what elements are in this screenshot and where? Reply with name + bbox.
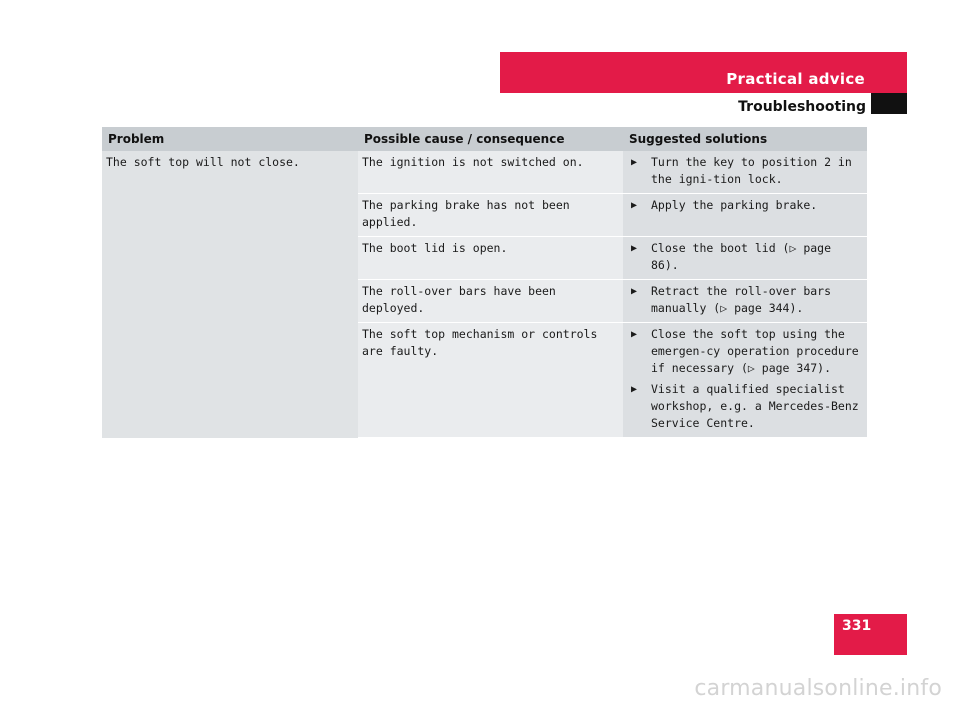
solution-text: Retract the roll-over bars manually (▷ page 344). bbox=[651, 284, 832, 315]
solution-cell bbox=[623, 280, 867, 323]
page-number: 331 bbox=[842, 618, 872, 634]
solution-cell bbox=[623, 237, 867, 280]
solution-text: Turn the key to position 2 in the igni-tion lock. bbox=[651, 155, 852, 186]
solution-cell bbox=[623, 151, 867, 194]
arrow-right-icon: ▶ bbox=[631, 286, 638, 297]
cause-cell: The parking brake has not been applied. bbox=[358, 194, 623, 237]
cause-cell: The roll-over bars have been deployed. bbox=[358, 280, 623, 323]
solution-item bbox=[627, 381, 863, 432]
solution-item bbox=[627, 326, 863, 377]
arrow-right-icon: ▶ bbox=[631, 200, 638, 211]
problem-cell: The soft top will not close. bbox=[102, 151, 358, 438]
watermark-text: carmanualsonline.info bbox=[694, 676, 942, 701]
solution-text: Close the soft top using the emergen-cy operation procedure if necessary (▷ page 347). bbox=[651, 327, 859, 375]
solution-text: Close the boot lid (▷ page 86). bbox=[651, 241, 832, 272]
table-header-row bbox=[102, 127, 867, 151]
page-number-box bbox=[834, 614, 907, 655]
solution-item bbox=[627, 240, 863, 274]
table-row bbox=[102, 151, 867, 194]
cause-cell: The ignition is not switched on. bbox=[358, 151, 623, 194]
cause-cell: The soft top mechanism or controls are faulty. bbox=[358, 323, 623, 438]
solution-item bbox=[627, 154, 863, 188]
solution-item bbox=[627, 197, 863, 214]
section-header-band bbox=[500, 52, 907, 93]
solution-cell bbox=[623, 323, 867, 438]
arrow-right-icon: ▶ bbox=[631, 243, 638, 254]
cause-cell: The boot lid is open. bbox=[358, 237, 623, 280]
troubleshooting-table bbox=[102, 127, 867, 438]
arrow-right-icon: ▶ bbox=[631, 157, 638, 168]
section-title: Practical advice bbox=[726, 70, 865, 88]
solution-item bbox=[627, 283, 863, 317]
thumb-tab-marker bbox=[871, 93, 907, 114]
solution-cell bbox=[623, 194, 867, 237]
arrow-right-icon: ▶ bbox=[631, 384, 638, 395]
arrow-right-icon: ▶ bbox=[631, 329, 638, 340]
header-problem: Problem bbox=[102, 127, 358, 151]
solution-text: Apply the parking brake. bbox=[651, 198, 818, 212]
subsection-title: Troubleshooting bbox=[738, 99, 866, 115]
solution-text: Visit a qualified specialist workshop, e.g. a Mercedes-Benz Service Centre. bbox=[651, 382, 859, 430]
header-solutions: Suggested solutions bbox=[623, 127, 867, 151]
header-cause: Possible cause / consequence bbox=[358, 127, 623, 151]
